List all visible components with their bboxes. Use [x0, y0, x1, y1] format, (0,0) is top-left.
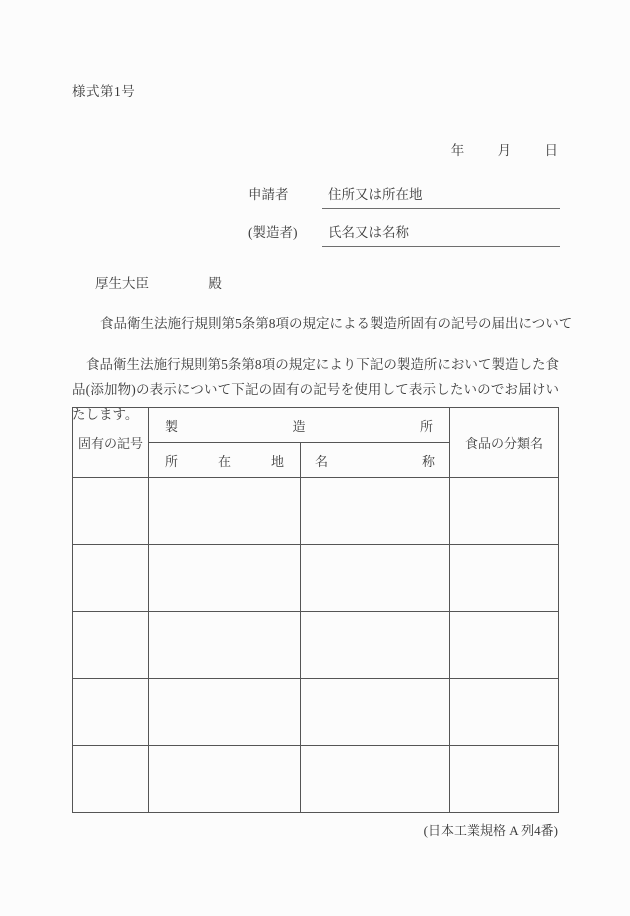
addressee-line — [95, 272, 222, 292]
cell-address[interactable] — [149, 478, 301, 545]
header-unique-code: 固有の記号 — [73, 408, 149, 478]
cell-name[interactable] — [301, 545, 450, 612]
cell-code[interactable] — [73, 545, 149, 612]
date-line — [451, 139, 558, 159]
table-row — [73, 612, 559, 679]
manufacturer-table-wrapper — [72, 407, 558, 813]
applicant-label: 申請者 — [248, 187, 289, 202]
table-row — [73, 679, 559, 746]
cell-code[interactable] — [73, 679, 149, 746]
table-row — [73, 746, 559, 813]
header-name-char-2: 称 — [422, 453, 436, 469]
date-month-label: 月 — [497, 143, 512, 158]
applicant-address-placeholder: 住所又は所在地 — [328, 187, 423, 202]
cell-code[interactable] — [73, 746, 149, 813]
header-address-char-1: 所 — [165, 453, 179, 469]
form-number: 様式第1号 — [72, 84, 136, 99]
manufacturer-table — [72, 407, 559, 813]
header-manufacturing-plant — [149, 408, 450, 443]
applicant-address-row — [248, 182, 560, 220]
manufacturer-name-placeholder: 氏名又は名称 — [328, 225, 409, 240]
header-plant-char-1: 製 — [165, 418, 179, 434]
cell-classification[interactable] — [450, 478, 559, 545]
table-header-row-top — [73, 408, 559, 443]
header-address-char-2: 在 — [217, 453, 231, 469]
cell-classification[interactable] — [450, 679, 559, 746]
paper-size-note: (日本工業規格 A 列4番) — [423, 823, 558, 838]
cell-address[interactable] — [149, 545, 301, 612]
addressee-honorific: 殿 — [208, 276, 222, 291]
cell-address[interactable] — [149, 612, 301, 679]
header-plant-address — [149, 443, 301, 478]
body-paragraph: 食品衛生法施行規則第5条第8項の規定により下記の製造所において製造した食品(添加物)の表示について下記の固有の記号を使用して表示したいのでお届けいたします。 — [72, 357, 559, 422]
cell-address[interactable] — [149, 679, 301, 746]
cell-classification[interactable] — [450, 746, 559, 813]
header-plant-char-2: 造 — [292, 418, 306, 434]
header-address-char-3: 地 — [270, 453, 284, 469]
table-body — [73, 478, 559, 813]
header-plant-char-3: 所 — [420, 418, 434, 434]
table-row — [73, 478, 559, 545]
subject-line: 食品衛生法施行規則第5条第8項の規定による製造所固有の記号の届出について — [100, 316, 573, 331]
cell-name[interactable] — [301, 612, 450, 679]
cell-classification[interactable] — [450, 612, 559, 679]
addressee-name: 厚生大臣 — [95, 276, 149, 291]
cell-code[interactable] — [73, 612, 149, 679]
applicant-block — [248, 182, 560, 258]
header-food-classification: 食品の分類名 — [450, 408, 559, 478]
applicant-address-field[interactable] — [322, 182, 560, 209]
cell-name[interactable] — [301, 746, 450, 813]
cell-name[interactable] — [301, 478, 450, 545]
header-name-char-1: 名 — [315, 453, 329, 469]
manufacturer-name-row — [248, 220, 560, 258]
manufacturer-name-field[interactable] — [322, 220, 560, 247]
header-plant-name — [301, 443, 450, 478]
manufacturer-label: (製造者) — [248, 225, 298, 240]
cell-name[interactable] — [301, 679, 450, 746]
date-year-label: 年 — [450, 143, 465, 158]
table-row — [73, 545, 559, 612]
date-day-label: 日 — [544, 143, 558, 158]
table-header — [73, 408, 559, 478]
cell-code[interactable] — [73, 478, 149, 545]
cell-classification[interactable] — [450, 545, 559, 612]
cell-address[interactable] — [149, 746, 301, 813]
